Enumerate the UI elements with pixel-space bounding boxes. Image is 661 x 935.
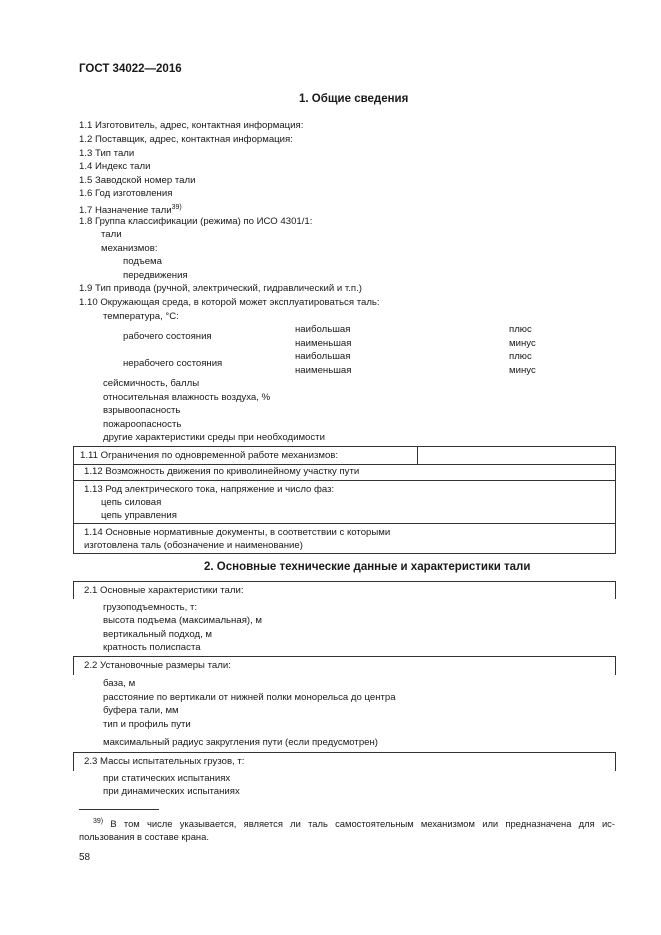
- rule-1-12-right: [615, 464, 616, 480]
- item-1-8-lifting: подъема: [123, 256, 162, 267]
- section1-title: 1. Общие сведения: [299, 93, 409, 105]
- item-2-1-height: высота подъема (максимальная), м: [103, 615, 263, 626]
- item-1-7: [79, 202, 182, 217]
- rule-1-13-top: [73, 480, 616, 481]
- item-2-2-buffer: буфера тали, мм: [103, 705, 179, 716]
- working-plus: плюс: [509, 324, 532, 335]
- item-1-1: 1.1 Изготовитель, адрес, контактная информация:: [79, 120, 304, 131]
- rule-1-13-left: [73, 480, 74, 524]
- item-2-1-approach: вертикальный подход, м: [103, 629, 213, 640]
- item-1-7-text: 1.7 Назначение тали: [79, 205, 172, 217]
- item-1-9: 1.9 Тип привода (ручной, электрический, гидравлический и т.п.): [79, 283, 362, 294]
- nonworking-max: наибольшая: [295, 351, 351, 362]
- item-2-2-distance: расстояние по вертикали от нижней полки монорельса до центра: [103, 692, 396, 703]
- rule-2-3-right: [615, 752, 616, 771]
- footnote-line1: [79, 815, 615, 830]
- footnote-text1: В том числе указывается, является ли таль самостоятельным механизмом или предназначена для ис-: [110, 818, 615, 830]
- rule-1-14-left: [73, 523, 74, 554]
- rule-2-2-right: [615, 656, 616, 675]
- nonworking-min: наименьшая: [295, 365, 352, 376]
- item-2-2-base: база, м: [103, 678, 136, 689]
- item-2-3-static: при статических испытаниях: [103, 773, 231, 784]
- rule-1-13-right: [615, 480, 616, 524]
- item-1-13-control: цепь управления: [101, 510, 177, 521]
- rule-1-11-left: [73, 446, 74, 465]
- rule-1-11-top: [73, 446, 616, 447]
- env-humidity: относительная влажность воздуха, %: [103, 392, 271, 403]
- item-1-5: 1.5 Заводской номер тали: [79, 175, 196, 186]
- env-fire: пожароопасность: [103, 419, 182, 430]
- item-2-3: 2.3 Массы испытательных грузов, т:: [84, 756, 245, 767]
- rule-1-12-top: [73, 464, 616, 465]
- rule-2-2-left: [73, 656, 74, 675]
- footnote: [79, 815, 615, 843]
- standard-header: ГОСТ 34022—2016: [79, 63, 182, 75]
- rule-2-2-top: [73, 656, 616, 657]
- working-minus: минус: [509, 338, 536, 349]
- item-2-3-dynamic: при динамических испытаниях: [103, 786, 240, 797]
- nonworking-state: нерабочего состояния: [123, 358, 223, 369]
- working-max: наибольшая: [295, 324, 351, 335]
- rule-1-11-mid: [417, 446, 418, 465]
- footnote-line2: пользования в составе крана.: [79, 831, 209, 843]
- rule-2-1-right: [615, 581, 616, 599]
- section2-title: 2. Основные технические данные и характеристики тали: [204, 561, 531, 573]
- working-state: рабочего состояния: [123, 331, 212, 342]
- nonworking-minus: минус: [509, 365, 536, 376]
- env-explosion: взрывоопасность: [103, 405, 181, 416]
- footnote-number: 39): [93, 818, 104, 825]
- item-1-8-travel: передвижения: [123, 270, 188, 281]
- item-1-8: 1.8 Группа классификации (режима) по ИСО 4301/1:: [79, 216, 313, 227]
- footnote-separator: [79, 809, 159, 810]
- item-1-8-mechanisms: механизмов:: [101, 243, 158, 254]
- nonworking-plus: плюс: [509, 351, 532, 362]
- page-number: 58: [79, 852, 91, 863]
- item-2-2: 2.2 Установочные размеры тали:: [84, 660, 231, 671]
- item-1-14-line1: 1.14 Основные нормативные документы, в соответствии с которыми: [84, 527, 391, 538]
- rule-2-3-left: [73, 752, 74, 771]
- item-1-13-power: цепь силовая: [101, 497, 162, 508]
- rule-1-12-left: [73, 464, 74, 480]
- item-1-13: 1.13 Род электрического тока, напряжение и число фаз:: [84, 484, 335, 495]
- temperature-label: температура, °С:: [103, 311, 179, 322]
- item-1-3: 1.3 Тип тали: [79, 148, 135, 159]
- item-2-1: 2.1 Основные характеристики тали:: [84, 585, 244, 596]
- rule-1-14-top: [73, 523, 616, 524]
- item-2-1-capacity: грузоподъемность, т:: [103, 602, 197, 613]
- working-min: наименьшая: [295, 338, 352, 349]
- footnote-ref: 39): [171, 204, 182, 211]
- env-other: другие характеристики среды при необходимости: [103, 432, 325, 443]
- item-1-11: 1.11 Ограничения по одновременной работе механизмов:: [80, 450, 339, 461]
- item-2-2-track: тип и профиль пути: [103, 719, 191, 730]
- item-1-10: 1.10 Окружающая среда, в которой может эксплуатироваться таль:: [79, 297, 380, 308]
- item-2-1-reeving: кратность полиспаста: [103, 642, 201, 653]
- rule-2-3-top: [73, 752, 616, 753]
- item-1-12: 1.12 Возможность движения по криволинейному участку пути: [84, 466, 360, 477]
- rule-2-1-left: [73, 581, 74, 599]
- item-1-6: 1.6 Год изготовления: [79, 188, 173, 199]
- rule-2-1-top: [73, 581, 616, 582]
- item-2-2-radius: максимальный радиус закругления пути (если предусмотрен): [103, 737, 378, 748]
- item-1-8-tali: тали: [101, 229, 122, 240]
- item-1-4: 1.4 Индекс тали: [79, 161, 151, 172]
- item-1-14-line2: изготовлена таль (обозначение и наименование): [84, 540, 303, 551]
- env-seismic: сейсмичность, баллы: [103, 378, 200, 389]
- rule-1-14-right: [615, 523, 616, 554]
- item-1-2: 1.2 Поставщик, адрес, контактная информация:: [79, 134, 293, 145]
- rule-1-11-right: [615, 446, 616, 465]
- rule-1-14-bottom: [73, 553, 616, 554]
